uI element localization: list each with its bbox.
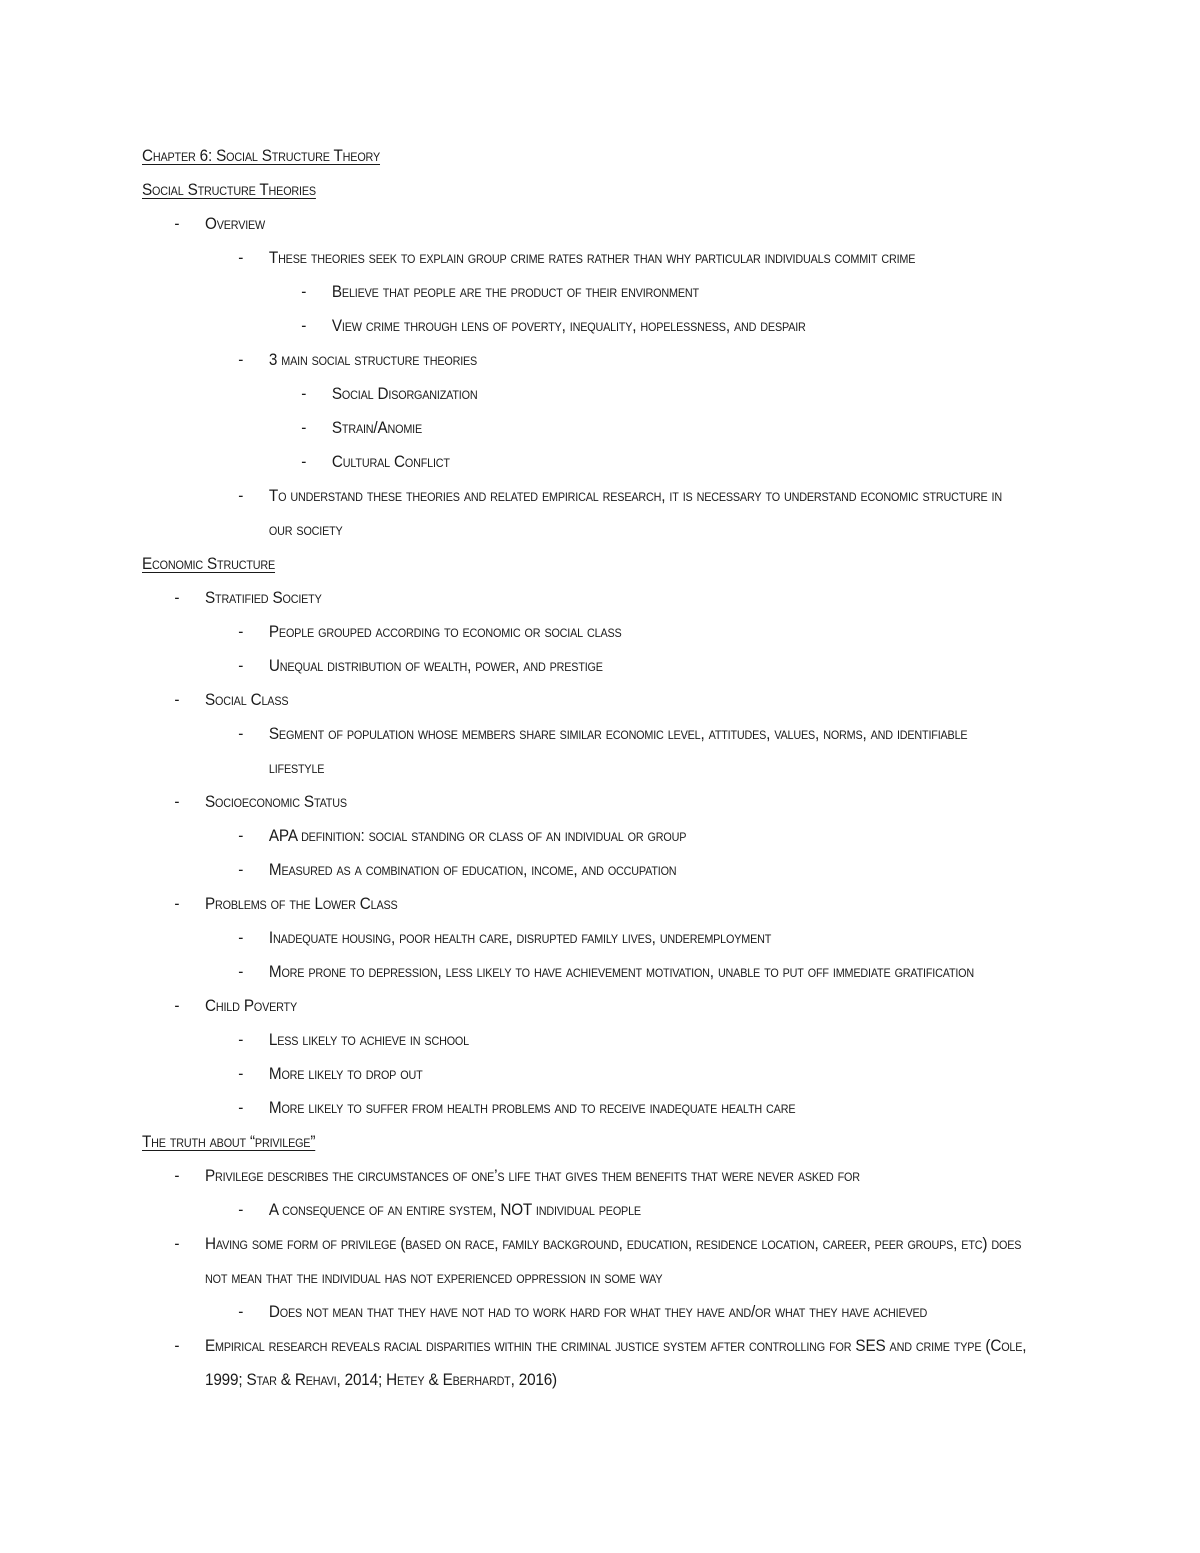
list-item: [142, 445, 979, 479]
list-item: [142, 1193, 979, 1227]
list-item-continuation: 1999; Star & Rehavi, 2014; Hetey & Eberhardt, 2016): [205, 1370, 557, 1389]
list-item-text: People grouped according to economic or social class: [268, 622, 622, 641]
list-item-text: These theories seek to explain group crime rates rather than why particular individuals commit crime: [268, 248, 916, 267]
bullet-dash: -: [238, 928, 244, 947]
list-item: [142, 1329, 1027, 1363]
chapter-title: Chapter 6: Social Structure Theory: [142, 146, 381, 165]
list-item: [142, 1227, 1022, 1261]
bullet-dash: -: [174, 588, 180, 607]
bullet-dash: -: [174, 1166, 180, 1185]
list-item-text: Problems of the Lower Class: [205, 894, 398, 913]
bullet-dash: -: [238, 962, 244, 981]
list-item: [142, 989, 979, 1023]
list-item: [142, 785, 979, 819]
bullet-dash: -: [238, 486, 244, 505]
list-item-text: Social Class: [205, 690, 289, 709]
list-item: [142, 921, 979, 955]
list-item-text: Overview: [205, 214, 266, 233]
list-item: [142, 377, 979, 411]
bullet-dash: -: [301, 452, 307, 471]
list-item-text: Segment of population whose members share similar economic level, attitudes, values, norms, and identifiable: [268, 724, 968, 743]
list-item: [142, 615, 979, 649]
list-item-continuation: not mean that the individual has not experienced oppression in some way: [205, 1268, 663, 1287]
section-heading-social-structure: Social Structure Theories: [142, 180, 316, 199]
bullet-dash: -: [301, 316, 307, 335]
section-heading-privilege: The truth about “privilege”: [142, 1132, 316, 1151]
bullet-dash: -: [174, 792, 180, 811]
list-item: [142, 241, 979, 275]
bullet-dash: -: [174, 1336, 180, 1355]
list-item-text: 3 main social structure theories: [268, 350, 478, 369]
bullet-dash: -: [174, 894, 180, 913]
list-item-text: Privilege describes the circumstances of one’s life that gives them benefits that were never asked for: [205, 1166, 860, 1185]
list-item-text: Socioeconomic Status: [205, 792, 347, 811]
list-item: [142, 1091, 979, 1125]
list-item-continuation: our society: [268, 520, 343, 539]
bullet-dash: -: [301, 282, 307, 301]
bullet-dash: -: [238, 350, 244, 369]
bullet-dash: -: [238, 1064, 244, 1083]
bullet-dash: -: [238, 1098, 244, 1117]
bullet-dash: -: [174, 690, 180, 709]
list-item-text: Unequal distribution of wealth, power, and prestige: [268, 656, 603, 675]
bullet-dash: -: [238, 1302, 244, 1321]
list-item-text: More likely to drop out: [268, 1064, 423, 1083]
list-item-text: Does not mean that they have not had to work hard for what they have and/or what they have achieved: [268, 1302, 928, 1321]
list-item: [142, 411, 979, 445]
bullet-dash: -: [301, 384, 307, 403]
list-item-text: Cultural Conflict: [331, 452, 450, 471]
bullet-dash: -: [238, 656, 244, 675]
list-item: [142, 343, 979, 377]
list-item: [142, 1023, 979, 1057]
bullet-dash: -: [174, 214, 180, 233]
list-item: [142, 275, 979, 309]
list-item-text: To understand these theories and related empirical research, it is necessary to understand economic structure in: [268, 486, 1002, 505]
list-item: [142, 309, 979, 343]
list-item-text: APA definition: social standing or class of an individual or group: [268, 826, 687, 845]
list-item: [142, 1159, 979, 1193]
list-item-text: More prone to depression, less likely to have achievement motivation, unable to put off immediate gratification: [268, 962, 975, 981]
list-item: [142, 683, 979, 717]
bullet-dash: -: [238, 1200, 244, 1219]
list-item-text: More likely to suffer from health problems and to receive inadequate health care: [268, 1098, 796, 1117]
list-item-text: Child Poverty: [205, 996, 297, 1015]
bullet-dash: -: [238, 826, 244, 845]
bullet-dash: -: [238, 1030, 244, 1049]
list-item: [142, 955, 979, 989]
list-item: [142, 649, 979, 683]
list-item-text: Social Disorganization: [331, 384, 478, 403]
list-item: [142, 207, 979, 241]
list-item: [142, 717, 979, 751]
list-item: [142, 819, 979, 853]
list-item-text: A consequence of an entire system, NOT individual people: [268, 1200, 641, 1219]
list-item-text: View crime through lens of poverty, inequality, hopelessness, and despair: [331, 316, 806, 335]
list-item: [142, 1057, 979, 1091]
list-item-text: Believe that people are the product of their environment: [331, 282, 699, 301]
list-item-text: Stratified Society: [205, 588, 322, 607]
bullet-dash: -: [238, 724, 244, 743]
bullet-dash: -: [238, 248, 244, 267]
list-item: [142, 581, 979, 615]
document-body: [142, 139, 1072, 1397]
list-item-text: Strain/Anomie: [331, 418, 423, 437]
list-item: [142, 479, 1002, 513]
bullet-dash: -: [238, 860, 244, 879]
list-item-text: Less likely to achieve in school: [268, 1030, 469, 1049]
bullet-dash: -: [238, 622, 244, 641]
list-item-continuation: lifestyle: [268, 758, 325, 777]
list-item-text: Empirical research reveals racial disparities within the criminal justice system after controlling for SES and crime type (Cole,: [205, 1336, 1027, 1355]
list-item: [142, 853, 979, 887]
list-item: [142, 1295, 979, 1329]
bullet-dash: -: [301, 418, 307, 437]
list-item: [142, 887, 979, 921]
bullet-dash: -: [174, 996, 180, 1015]
list-item-text: Having some form of privilege (based on race, family background, education, residence location, career, peer groups, etc) does: [205, 1234, 1022, 1253]
bullet-dash: -: [174, 1234, 180, 1253]
list-item-text: Inadequate housing, poor health care, disrupted family lives, underemployment: [268, 928, 772, 947]
section-heading-economic-structure: Economic Structure: [142, 554, 276, 573]
list-item-text: Measured as a combination of education, income, and occupation: [268, 860, 677, 879]
